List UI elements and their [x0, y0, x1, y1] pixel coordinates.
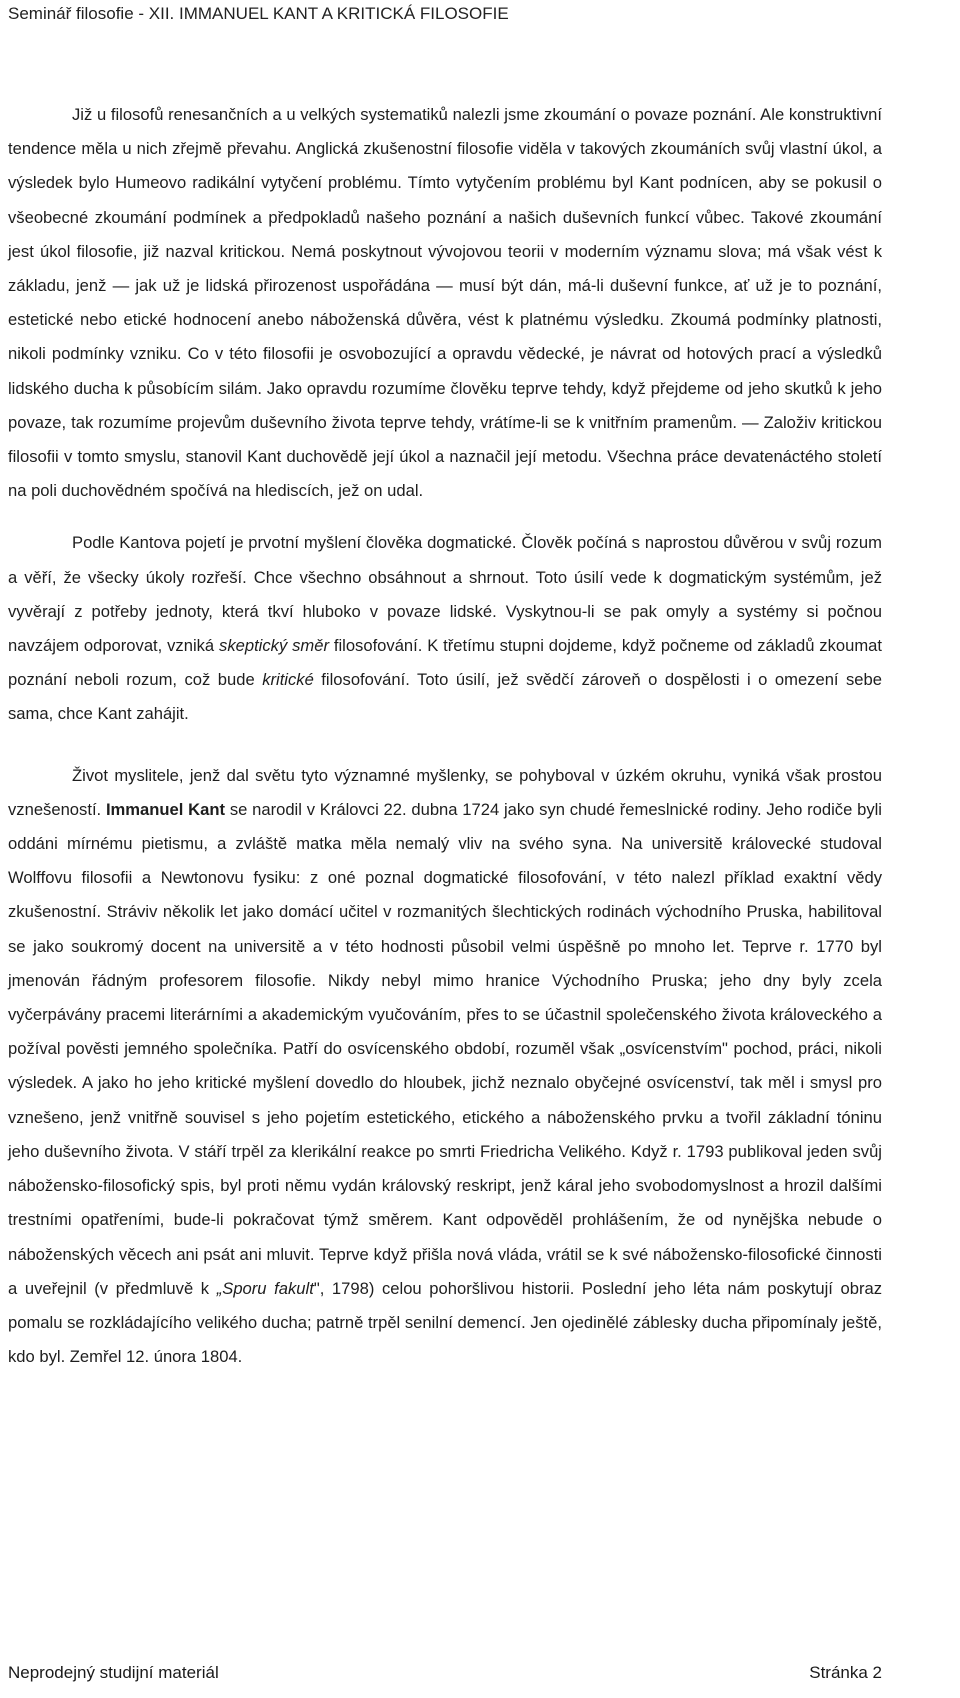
- header-title: Seminář filosofie - XII. IMMANUEL KANT A KRITICKÁ FILOSOFIE: [8, 4, 509, 23]
- paragraph-dogmatic: [8, 526, 882, 731]
- italic-term-critical: kritické: [262, 670, 314, 690]
- paragraph-text: ", 1798) celou pohoršlivou historii. Poslední jeho léta nám poskytují obraz pomalu se rozkládajícího velikého ducha; patrně trpěl senilní demencí. Jen ojedinělé záblesky ducha připomínaly ještě, kdo byl. Zemřel 12. února 1804.: [8, 1278, 882, 1367]
- footer-left-text: Neprodejný studijní materiál: [8, 1663, 219, 1682]
- italic-title-sporu-fakult: „Sporu fakult: [216, 1278, 314, 1298]
- paragraph-text: Život myslitele, jenž dal světu tyto významné myšlenky, se pohyboval v úzkém okruhu, vyniká však prostou vznešeností.: [8, 765, 882, 819]
- page-header: [8, 0, 952, 38]
- paragraph-text: filosofování. K třetímu stupni dojdeme, když počneme od základů zkoumat poznání neboli rozum, což bude: [8, 636, 882, 690]
- paragraph-biography: [8, 759, 882, 1375]
- paragraph-text: Již u filosofů renesančních a u velkých systematiků nalezli jsme zkoumání o povaze poznání. Ale konstruktivní tendence měla u nich zřejmě převahu. Anglická zkušenostní filosofie viděla v takových zkoumáních svůj vlastní úkol, a výsledek bylo Humeovo radikální vytyčení problému. Tímto vytyčením problému byl Kant podnícen, aby se pokusil o všeobecné zkoumání podmínek a předpokladů našeho poznání a našich duševních funkcí vůbec. Takové zkoumání jest úkol filosofie, již nazval kritickou. Nemá poskytnout vývojovou teorii v moderním významu slova; má však vést k základu, jenž — jak už je lidská přirozenost uspořádána — musí být dán, má-li duševní funkce, ať už je to poznání, estetické nebo etické hodnocení anebo náboženská důvěra, vést k platnému výsledku. Zkoumá podmínky platnosti, nikoli podmínky vzniku. Co v této filosofii je osvobozující a opravdu vědecké, je návrat od hotových prací a výsledků lidského ducha k působícím silám. Jako opravdu rozumíme člověku teprve tehdy, když přejdeme od jeho skutků k jeho povaze, tak rozumíme projevům duševního života teprve tehdy, vrátíme-li se k vnitřním pramenům. — Založiv kritickou filosofii v tomto smyslu, stanovil Kant duchovědě její úkol a naznačil její metodu. Všechna práce devatenáctého století na poli duchovědném spočívá na hlediscích, jež on udal.: [8, 105, 882, 501]
- paragraph-text: Podle Kantova pojetí je prvotní myšlení člověka dogmatické. Člověk počíná s naprostou důvěrou v svůj rozum a věří, že všecky úkoly rozřeší. Chce všechno obsáhnout a shrnout. Toto úsilí vede k dogmatickým systémům, jež vyvěrají z potřeby jednoty, která tkví hluboko v povaze lidské. Vyskytnou-li se pak omyly a systémy si počnou navzájem odporovat, vzniká: [8, 533, 882, 656]
- italic-term-skeptical: skeptický směr: [219, 636, 329, 656]
- paragraph-intro: [8, 98, 882, 508]
- page-footer: [8, 1660, 882, 1690]
- page-number: Stránka 2: [809, 1663, 882, 1682]
- paragraph-text: filosofování. Toto úsilí, jež svědčí zároveň o dospělosti i o omezení sebe sama, chce Kant zahájit.: [8, 670, 882, 724]
- bold-name-kant: Immanuel Kant: [105, 799, 226, 819]
- document-body: [8, 98, 882, 1374]
- paragraph-text: se narodil v Královci 22. dubna 1724 jako syn chudé řemeslnické rodiny. Jeho rodiče byli oddáni mírnému pietismu, a zvláště matka měla nemalý vliv na svého syna. Na universitě královecké studoval Wolffovu filosofii a Newtonovu fysiku: z oné poznal dogmatické filosofování, v této nalezl příklad exaktní vědy zkušenostní. Stráviv několik let jako domácí učitel v rozmanitých šlechtických rodinách východního Pruska, habilitoval se jako soukromý docent na universitě a v této hodnosti působil velmi úspěšně po mnoho let. Teprve r. 1770 byl jmenován řádným profesorem filosofie. Nikdy nebyl mimo hranice Východního Pruska; jeho dny byly zcela vyčerpávány pracemi literárními a akademickým vyučováním, přes to se účastnil společenského života královeckého a požíval pověsti jemného společníka. Patří do osvícenského období, rozuměl však „osvícenstvím" pochod, práci, nikoli výsledek. A jako ho jeho kritické myšlení dovedlo do hloubek, jichž neznalo obyčejné osvícenství, tak měl i smysl pro vznešeno, jenž vnitřně souvisel s jeho pojetím estetického, etického a náboženského prvku a tvořil základní tóninu jeho duševního života. V stáří trpěl za klerikální reakce po smrti Friedricha Velikého. Když r. 1793 publikoval jeden svůj nábožensko-filosofický spis, byl proti němu vydán královský reskript, jenž káral jeho svobodomyslnost a hrozil dalšími trestními opatřeními, bude-li pokračovat týmž směrem. Kant odpověděl prohlášením, že od nynějška nebude o náboženských věcech ani psát ani mluvit. Teprve když přišla nová vláda, vrátil se k své nábožensko-filosofické činnosti a uveřejnil (v předmluvě k: [8, 799, 882, 1298]
